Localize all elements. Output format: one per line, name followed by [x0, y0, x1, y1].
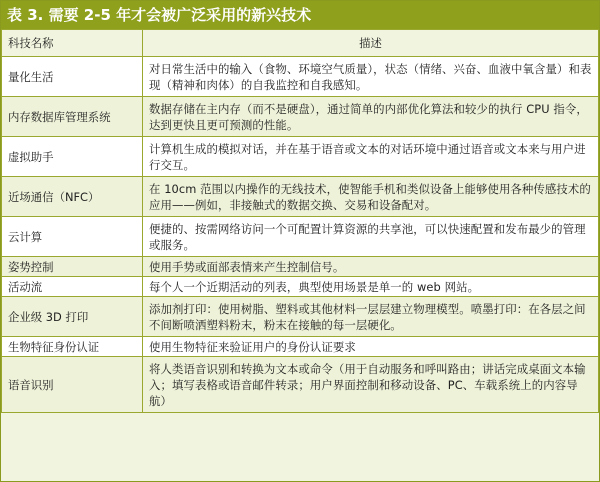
table-title: 表 3. 需要 2-5 年才会被广泛采用的新兴技术 [1, 1, 599, 29]
tech-name: 企业级 3D 打印 [2, 297, 143, 337]
tech-desc: 便捷的、按需网络访问一个可配置计算资源的共享池，可以快速配置和发布最少的管理或服务。 [143, 217, 599, 257]
table-row [2, 57, 599, 97]
header-desc: 描述 [143, 30, 599, 57]
tech-desc: 数据存储在主内存（而不是硬盘），通过简单的内部优化算法和较少的执行 CPU 指令，达到更快且更可预测的性能。 [143, 97, 599, 137]
table-row [2, 357, 599, 413]
table-header-row [2, 30, 599, 57]
tech-name: 量化生活 [2, 57, 143, 97]
header-name: 科技名称 [2, 30, 143, 57]
table-row [2, 257, 599, 277]
tech-desc: 使用生物特征来验证用户的身份认证要求 [143, 337, 599, 357]
tech-name: 语音识别 [2, 357, 143, 413]
tech-table [1, 29, 599, 413]
tech-name: 姿势控制 [2, 257, 143, 277]
table-row [2, 337, 599, 357]
table-row [2, 217, 599, 257]
tech-desc: 使用手势或面部表情来产生控制信号。 [143, 257, 599, 277]
tech-name: 虚拟助手 [2, 137, 143, 177]
table-row [2, 177, 599, 217]
tech-desc: 添加剂打印：使用树脂、塑料或其他材料一层层建立物理模型。喷墨打印：在各层之间不间断喷洒塑料粉末，粉末在接触的每一层硬化。 [143, 297, 599, 337]
tech-name: 活动流 [2, 277, 143, 297]
table-row [2, 137, 599, 177]
tech-name: 近场通信（NFC） [2, 177, 143, 217]
tech-name: 生物特征身份认证 [2, 337, 143, 357]
tech-desc: 在 10cm 范围以内操作的无线技术，使智能手机和类似设备上能够使用各种传感技术的应用——例如，非接触式的数据交换、交易和设备配对。 [143, 177, 599, 217]
table-row [2, 297, 599, 337]
table-row [2, 277, 599, 297]
tech-desc: 将人类语音识别和转换为文本或命令（用于自动服务和呼叫路由；讲话完成桌面文本输入；填写表格或语音邮件转录；用户界面控制和移动设备、PC、车载系统上的内容导航） [143, 357, 599, 413]
tech-name: 云计算 [2, 217, 143, 257]
tech-name: 内存数据库管理系统 [2, 97, 143, 137]
table-row [2, 97, 599, 137]
tech-desc: 每个人一个近期活动的列表，典型使用场景是单一的 web 网站。 [143, 277, 599, 297]
tech-desc: 对日常生活中的输入（食物、环境空气质量），状态（情绪、兴奋、血液中氧含量）和表现（精神和肉体）的自我监控和自我感知。 [143, 57, 599, 97]
tech-desc: 计算机生成的模拟对话，并在基于语音或文本的对话环境中通过语音或文本来与用户进行交互。 [143, 137, 599, 177]
